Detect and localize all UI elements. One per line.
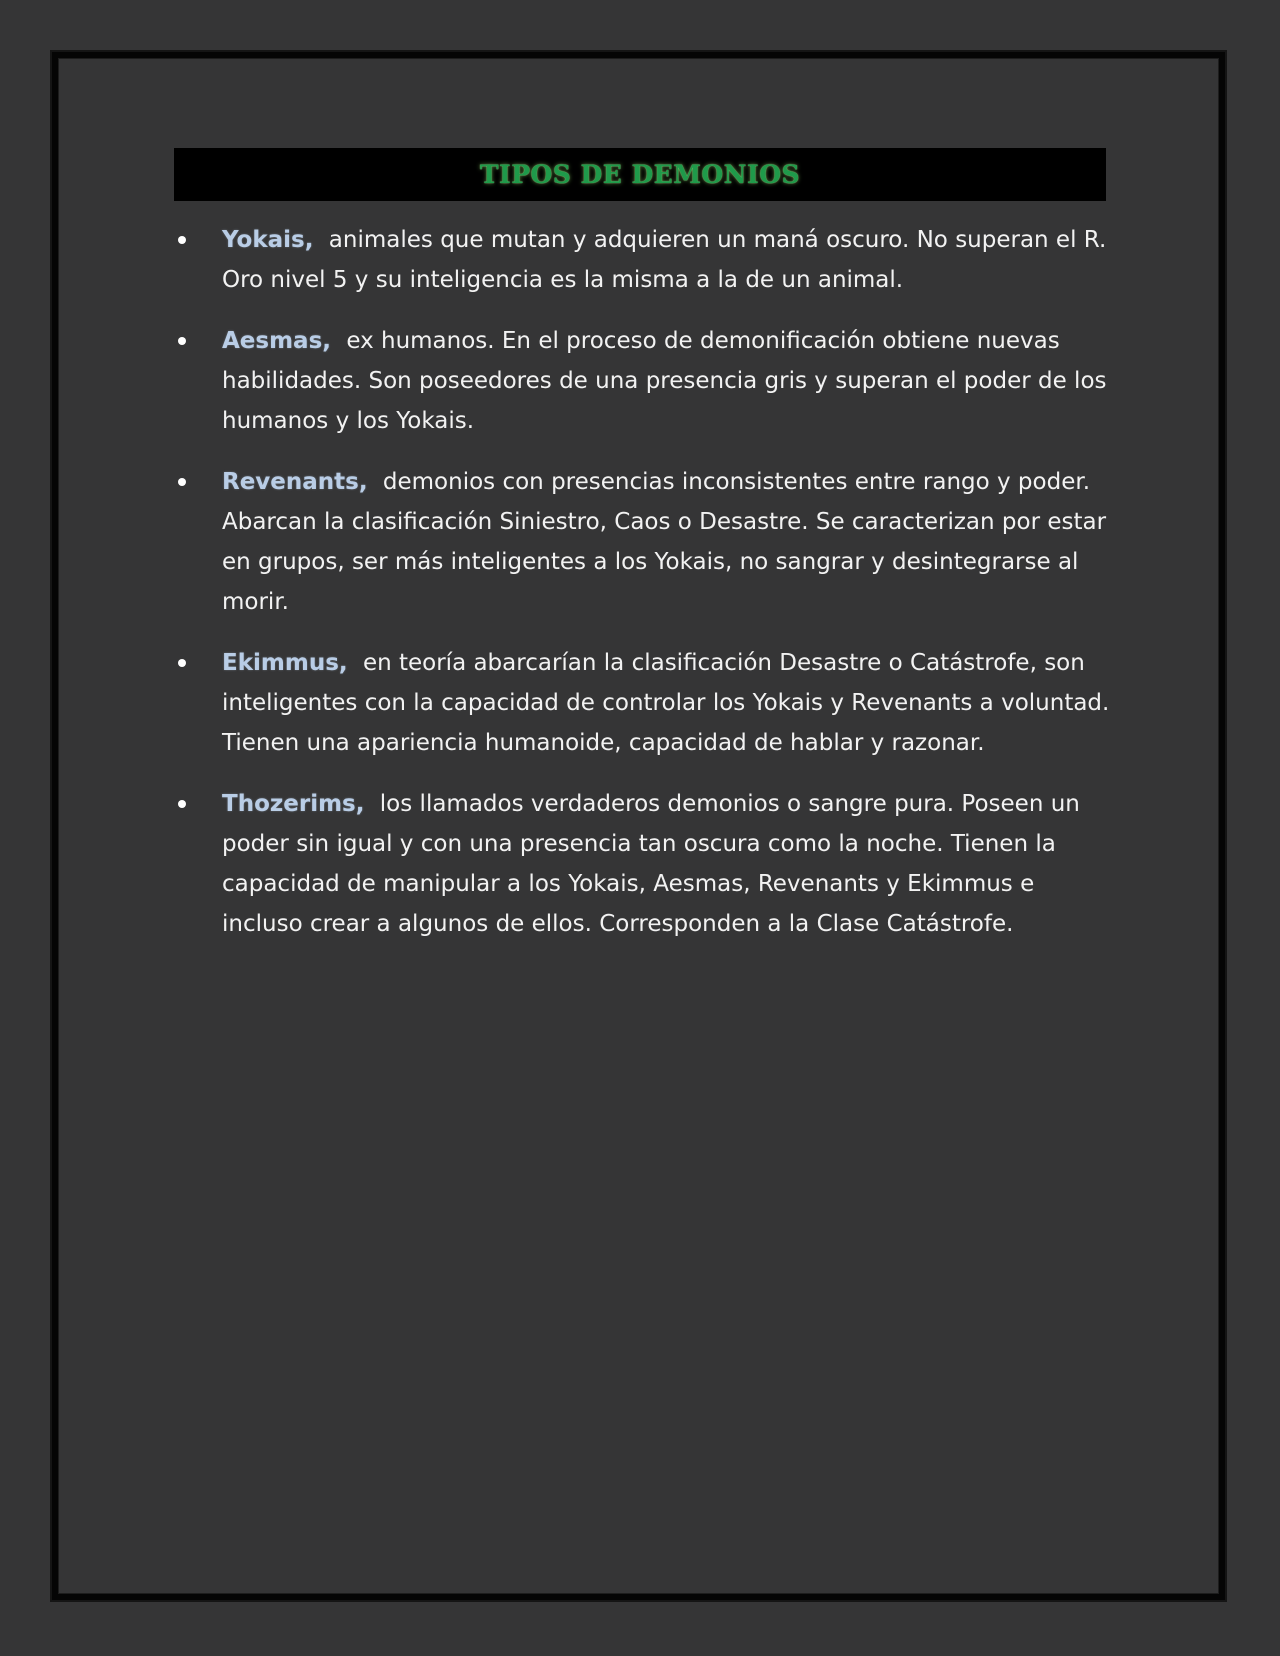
page-title: TIPOS DE DEMONIOS bbox=[479, 160, 801, 189]
demon-description: en teoría abarcarían la clasificación Desastre o Catástrofe, son inteligentes con la capacidad de controlar los Yokais y Revenants a voluntad. Tienen una apariencia humanoide, capacidad de hablar y razonar. bbox=[222, 650, 1110, 756]
demon-description: demonios con presencias inconsistentes entre rango y poder. Abarcan la clasificación Siniestro, Caos o Desastre. Se caracterizan por estar en grupos, ser más inteligentes a los Yokais, no sangrar y desintegrarse al morir. bbox=[222, 469, 1107, 615]
demon-name: Thozerims, bbox=[222, 791, 365, 817]
bullet-icon bbox=[178, 337, 186, 345]
list-item bbox=[174, 643, 1114, 763]
title-banner bbox=[174, 148, 1106, 201]
bullet-icon bbox=[178, 800, 186, 808]
list-item bbox=[174, 321, 1114, 441]
demon-description: ex humanos. En el proceso de demonificación obtiene nuevas habilidades. Son poseedores de una presencia gris y superan el poder de los humanos y los Yokais. bbox=[222, 328, 1107, 434]
demon-name: Yokais, bbox=[222, 227, 314, 253]
demon-name: Aesmas, bbox=[222, 328, 332, 354]
bullet-icon bbox=[178, 236, 186, 244]
demon-name: Ekimmus, bbox=[222, 650, 348, 676]
bullet-icon bbox=[178, 478, 186, 486]
list-item bbox=[174, 784, 1114, 944]
list-item bbox=[174, 220, 1114, 300]
demon-description: los llamados verdaderos demonios o sangre pura. Poseen un poder sin igual y con una presencia tan oscura como la noche. Tienen la capacidad de manipular a los Yokais, Aesmas, Revenants y Ekimmus e incluso crear a algunos de ellos. Corresponden a la Clase Catástrofe. bbox=[222, 791, 1080, 937]
bullet-icon bbox=[178, 659, 186, 667]
demon-description: animales que mutan y adquieren un maná oscuro. No superan el R. Oro nivel 5 y su inteligencia es la misma a la de un animal. bbox=[222, 227, 1107, 293]
demon-type-list bbox=[174, 220, 1114, 965]
demon-name: Revenants, bbox=[222, 469, 368, 495]
list-item bbox=[174, 462, 1114, 622]
